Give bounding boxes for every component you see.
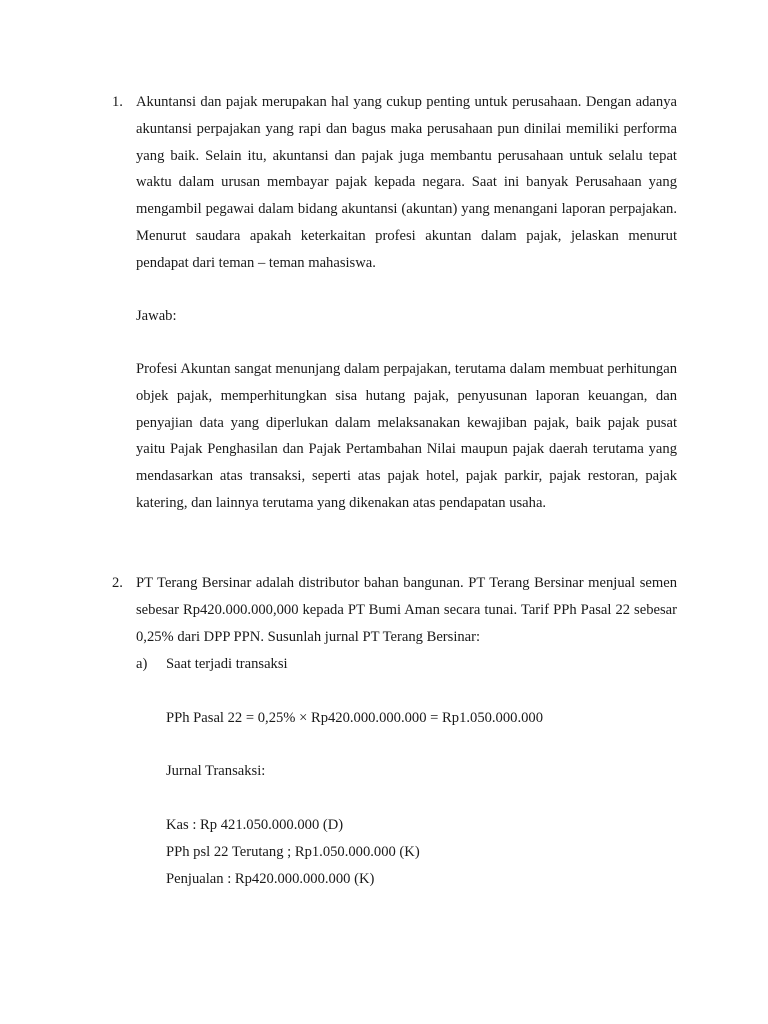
question-1-text: Akuntansi dan pajak merupakan hal yang cukup penting untuk perusahaan. Dengan adanya akuntansi perpajakan yang rapi dan bagus maka perusahaan pun dinilai memiliki performa yang baik. Selain itu, akuntansi dan pajak juga membantu perusahaan untuk selalu tepat waktu dalam urusan membayar pajak kepada negara. Saat ini banyak Perusahaan yang mengambil pegawai dalam bidang akuntansi (akuntan) yang menangani laporan perpajakan. Menurut saudara apakah keterkaitan profesi akuntan dalam pajak, jelaskan menurut pendapat dari teman – teman mahasiswa.: [136, 94, 677, 271]
answer-text: Profesi Akuntan sangat menunjang dalam perpajakan, terutama dalam membuat perhitungan objek pajak, memperhitungkan sisa hutang pajak, penyusunan laporan keuangan, dan penyajian data yang diperlukan dalam melaksanakan kewajiban pajak, baik pajak pusat yaitu Pajak Penghasilan dan Pajak Pertambahan Nilai maupun pajak daerah terutama yang mendasarkan atas transaksi, seperti atas pajak hotel, pajak parkir, pajak restoran, pajak katering, dan lainnya terutama yang dikenakan atas pendapatan usaha.: [136, 361, 677, 511]
question-1-number: 1.: [112, 94, 123, 110]
journal-entry: Kas : Rp 421.050.000.000 (D): [166, 817, 344, 833]
question-2-number: 2.: [112, 575, 123, 591]
journal-entry: Penjualan : Rp420.000.000.000 (K): [166, 871, 375, 887]
journal-entry: PPh psl 22 Terutang ; Rp1.050.000.000 (K): [166, 844, 420, 860]
pph-calculation: PPh Pasal 22 = 0,25% × Rp420.000.000.000 = Rp1.050.000.000: [166, 710, 543, 726]
sub-question-a-marker: a): [136, 656, 148, 672]
question-2-text: PT Terang Bersinar adalah distributor bahan bangunan. PT Terang Bersinar menjual semen sebesar Rp420.000.000,000 kepada PT Bumi Aman secara tunai. Tarif PPh Pasal 22 sebesar 0,25% dari DPP PPN. Susunlah jurnal PT Terang Bersinar:: [136, 575, 677, 645]
answer-label: Jawab:: [136, 308, 177, 324]
journal-title: Jurnal Transaksi:: [166, 763, 266, 779]
sub-question-a-label: Saat terjadi transaksi: [166, 656, 288, 672]
